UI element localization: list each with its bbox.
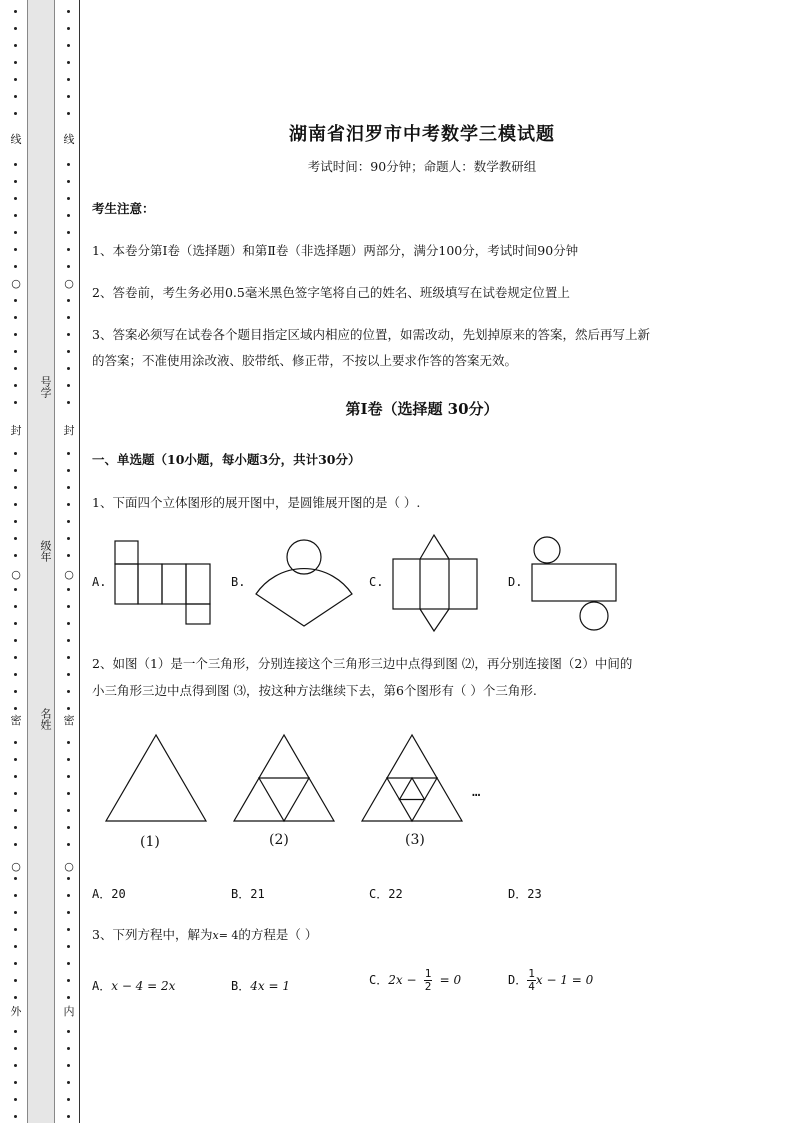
binding-dot (67, 231, 70, 234)
binding-dot (67, 44, 70, 47)
binding-dot (67, 622, 70, 625)
notice-item: 2、答卷前，考生务必用0.5毫米黑色签字笔将自己的姓名、班级填写在试卷规定位置上 (92, 285, 570, 300)
binding-dot (14, 656, 17, 659)
binding-dot (67, 588, 70, 591)
binding-dot (67, 112, 70, 115)
binding-dot (67, 656, 70, 659)
binding-dot (67, 554, 70, 557)
binding-dot (14, 1047, 17, 1050)
binding-dot (14, 316, 17, 319)
margin-mark: ○ (64, 860, 74, 873)
figure-1-label: (1) (140, 834, 160, 850)
option-a-label: A. (92, 575, 107, 589)
binding-dot (67, 945, 70, 948)
binding-dot (14, 537, 17, 540)
binding-dot (14, 350, 17, 353)
binding-dot (67, 401, 70, 404)
margin-mark: ○ (64, 277, 74, 290)
stem-variable: x (212, 929, 219, 942)
question-1-stem: 1、下面四个立体图形的展开图中，是圆锥展开图的是（ ）. (92, 495, 421, 510)
binding-dot (67, 605, 70, 608)
option-letter: B． (231, 979, 251, 993)
margin-mark: 内 (63, 1005, 75, 1018)
fraction (527, 968, 536, 993)
margin-mark: 密 (63, 714, 75, 727)
binding-dot (67, 61, 70, 64)
binding-dot (14, 945, 17, 948)
binding-dot (67, 537, 70, 540)
binding-dot (14, 622, 17, 625)
stem-text: 的方程是（ ） (238, 927, 318, 942)
binding-dot (14, 1030, 17, 1033)
binding-dot (67, 299, 70, 302)
binding-dot (67, 384, 70, 387)
margin-mark: 封 (10, 424, 22, 437)
binding-dot (67, 809, 70, 812)
notice-item: 1、本卷分第I卷（选择题）和第Ⅱ卷（非选择题）两部分，满分100分，考试时间90分钟 (92, 243, 579, 258)
binding-dot (14, 707, 17, 710)
binding-dot (14, 10, 17, 13)
binding-dot (14, 928, 17, 931)
triangle-figure-1 (104, 733, 208, 823)
triangle-figure-2 (233, 733, 337, 823)
binding-dot (14, 979, 17, 982)
binding-dot (14, 1064, 17, 1067)
binding-dot (67, 350, 70, 353)
option-a: A．20 (92, 887, 126, 901)
binding-dot (14, 486, 17, 489)
binding-dot (14, 758, 17, 761)
binding-dot (14, 265, 17, 268)
margin-mark: ○ (11, 568, 21, 581)
denominator: 4 (528, 980, 535, 993)
left-dot-column (10, 0, 22, 1123)
binding-dot (67, 333, 70, 336)
binding-dot (67, 503, 70, 506)
binding-dot (14, 78, 17, 81)
binding-dot (67, 163, 70, 166)
binding-dot (67, 180, 70, 183)
stem-text: 3、下列方程中，解为 (92, 927, 213, 942)
option-letter: C． (369, 973, 389, 987)
name-label: 名姓 (39, 708, 52, 730)
binding-dot (14, 690, 17, 693)
prism-net-figure (391, 533, 481, 633)
margin-mark: 线 (63, 133, 75, 146)
option-c (369, 968, 461, 993)
binding-dot (67, 214, 70, 217)
binding-dot (67, 962, 70, 965)
option-d (508, 968, 593, 993)
binding-dot (14, 826, 17, 829)
binding-dot (67, 1081, 70, 1084)
binding-dot (67, 775, 70, 778)
binding-dot (14, 1098, 17, 1101)
binding-dot (67, 741, 70, 744)
cube-net-figure (114, 540, 214, 626)
option-d-label: D. (508, 575, 523, 589)
binding-dot (14, 588, 17, 591)
option-letter: D． (508, 973, 528, 987)
option-b (231, 977, 290, 994)
binding-dot (14, 809, 17, 812)
binding-dot (67, 1047, 70, 1050)
question-2-stem: 小三角形三边中点得到图 ⑶，按这种方法继续下去，第6个图形有（ ）个三角形. (92, 683, 537, 698)
binding-dot (67, 1115, 70, 1118)
binding-dot (14, 299, 17, 302)
margin-mark: 外 (10, 1005, 22, 1018)
binding-dot (67, 197, 70, 200)
margin-mark: 线 (10, 133, 22, 146)
notice-item: 的答案；不准使用涂改液、胶带纸、修正带，不按以上要求作答的答案无效。 (92, 353, 518, 368)
binding-dot (67, 10, 70, 13)
binding-dot (67, 95, 70, 98)
binding-dot (67, 673, 70, 676)
margin-mark: 封 (63, 424, 75, 437)
binding-dot (67, 894, 70, 897)
binding-dot (14, 894, 17, 897)
binding-dot (67, 1098, 70, 1101)
option-equation: x − 4 = 2x (111, 979, 176, 993)
binding-dot (67, 826, 70, 829)
binding-dot (14, 554, 17, 557)
notice-heading: 考生注意： (92, 201, 155, 216)
binding-dot (14, 333, 17, 336)
binding-dot (67, 690, 70, 693)
binding-dot (14, 231, 17, 234)
binding-dot (67, 877, 70, 880)
binding-dot (14, 367, 17, 370)
binding-dot (14, 843, 17, 846)
binding-dot (14, 639, 17, 642)
triangle-figure-3 (361, 733, 465, 823)
option-d: D．23 (508, 887, 542, 901)
margin-mark: ○ (64, 568, 74, 581)
option-equation: 4x = 1 (250, 979, 290, 993)
binding-dot (67, 758, 70, 761)
binding-dot (14, 741, 17, 744)
binding-dot (14, 792, 17, 795)
binding-dot (67, 1064, 70, 1067)
binding-margin (0, 0, 84, 1123)
question-2-options (92, 885, 752, 915)
binding-dot (67, 996, 70, 999)
binding-dot (67, 911, 70, 914)
option-c: C．22 (369, 887, 403, 901)
figure-3-label: (3) (405, 832, 425, 848)
binding-dot (14, 775, 17, 778)
binding-dot (67, 469, 70, 472)
binding-dot (14, 61, 17, 64)
binding-dot (67, 486, 70, 489)
student-id-label: 号学 (39, 376, 52, 398)
stem-value: = 4 (218, 929, 239, 942)
margin-mark: ○ (11, 860, 21, 873)
option-equation: = 0 (439, 973, 462, 987)
binding-dot (14, 520, 17, 523)
binding-dot (14, 605, 17, 608)
cylinder-net-figure (530, 535, 620, 633)
binding-dot (14, 1115, 17, 1118)
binding-dot (14, 112, 17, 115)
binding-dot (14, 44, 17, 47)
binding-dot (14, 27, 17, 30)
exam-subtitle: 考试时间：90分钟；命题人：数学教研组 (307, 159, 537, 174)
binding-dot (14, 214, 17, 217)
binding-dot (14, 384, 17, 387)
option-b: B．21 (231, 887, 265, 901)
binding-dot (67, 843, 70, 846)
binding-dot (67, 78, 70, 81)
denominator: 2 (424, 980, 432, 993)
binding-dot (14, 962, 17, 965)
binding-dot (67, 1030, 70, 1033)
binding-dot (14, 996, 17, 999)
question-3-options (92, 967, 752, 1007)
binding-dot (14, 503, 17, 506)
grade-label: 级年 (39, 540, 52, 562)
section-title: 第I卷（选择题 30分） (345, 400, 499, 418)
option-b-label: B. (231, 575, 246, 589)
binding-dot (67, 452, 70, 455)
margin-mark: ○ (11, 277, 21, 290)
binding-dot (67, 979, 70, 982)
binding-dot (67, 27, 70, 30)
ellipsis: … (472, 784, 481, 800)
binding-dot (67, 707, 70, 710)
binding-dot (14, 911, 17, 914)
binding-dot (67, 248, 70, 251)
numerator: 1 (528, 967, 535, 980)
question-3-stem (92, 922, 752, 949)
option-c-label: C. (369, 575, 384, 589)
binding-line (79, 0, 80, 1123)
binding-dot (14, 469, 17, 472)
option-a (92, 977, 175, 994)
binding-dot (67, 367, 70, 370)
right-dot-column (63, 0, 75, 1123)
binding-dot (14, 248, 17, 251)
option-equation: 2x − (388, 973, 417, 987)
binding-dot (14, 1081, 17, 1084)
exam-title: 湖南省汨罗市中考数学三模试题 (289, 124, 555, 145)
notice-item: 3、答案必须写在试卷各个题目指定区域内相应的位置，如需改动，先划掉原来的答案，然后再写上新 (92, 327, 650, 342)
binding-dot (14, 163, 17, 166)
binding-dot (67, 928, 70, 931)
binding-dot (67, 316, 70, 319)
fraction (424, 968, 433, 993)
binding-dot (67, 639, 70, 642)
question-2-stem: 2、如图（1）是一个三角形，分别连接这个三角形三边中点得到图 ⑵，再分别连接图（2）中间的 (92, 656, 633, 671)
binding-dot (67, 520, 70, 523)
binding-dot (14, 673, 17, 676)
figure-2-label: (2) (269, 832, 289, 848)
margin-mark: 密 (10, 714, 22, 727)
part-title: 一、单选题（10小题，每小题3分，共计30分） (92, 452, 361, 467)
binding-dot (67, 265, 70, 268)
binding-dot (14, 877, 17, 880)
binding-dot (14, 401, 17, 404)
option-equation: x − 1 = 0 (535, 973, 594, 987)
option-letter: A． (92, 979, 112, 993)
binding-dot (14, 197, 17, 200)
binding-dot (14, 452, 17, 455)
binding-dot (14, 95, 17, 98)
numerator: 1 (424, 967, 432, 980)
cone-net-figure (252, 538, 356, 630)
binding-dot (14, 180, 17, 183)
binding-dot (67, 792, 70, 795)
